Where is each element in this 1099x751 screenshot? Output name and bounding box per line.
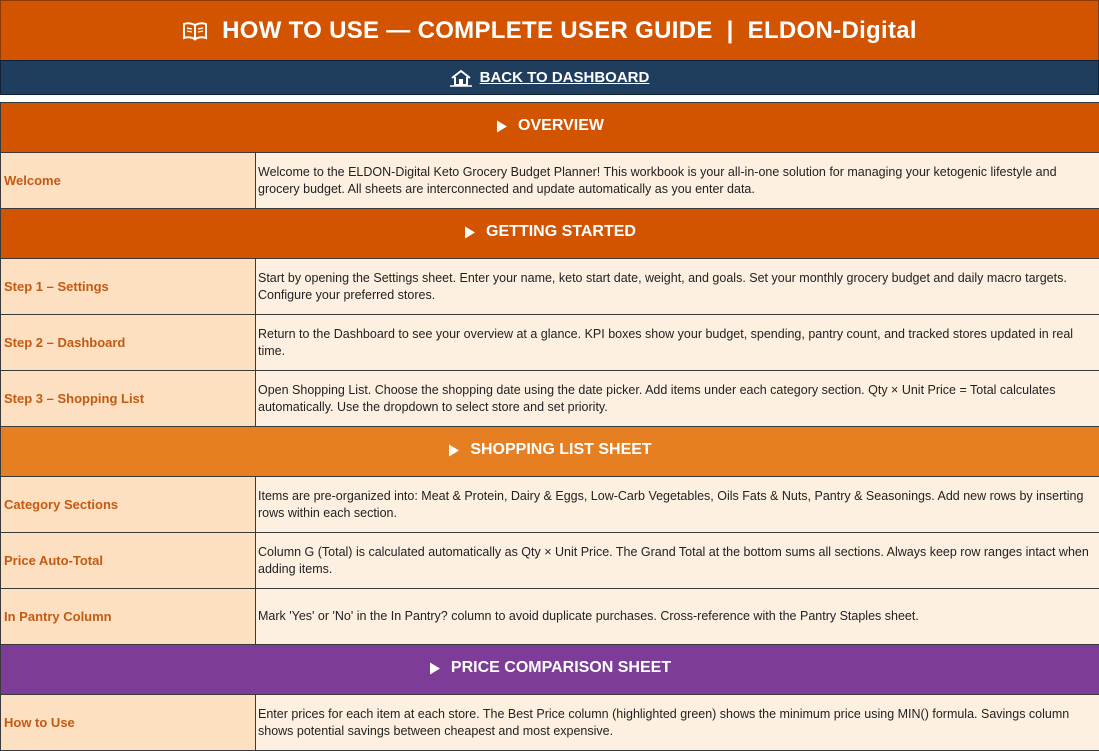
section-header-cell	[1, 645, 1099, 695]
guide-row	[1, 533, 1099, 589]
guide-row-description[interactable]: Open Shopping List. Choose the shopping date using the date picker. Add items under each category section. Qty × Unit Price = Total calculates automatically. Use the dropdown to select store and set priority.	[256, 371, 1099, 427]
guide-row-label[interactable]: Price Auto-Total	[1, 533, 256, 589]
guide-row-label[interactable]: In Pantry Column	[1, 589, 256, 645]
section-title: OVERVIEW	[518, 117, 604, 135]
section-title: GETTING STARTED	[486, 223, 636, 241]
guide-table	[0, 102, 1099, 751]
section-header	[1, 645, 1099, 695]
back-to-dashboard-link[interactable]	[450, 69, 650, 87]
title-separator: |	[727, 17, 734, 45]
guide-row-description[interactable]: Return to the Dashboard to see your overview at a glance. KPI boxes show your budget, spending, pantry count, and tracked stores updated in real time.	[256, 315, 1099, 371]
guide-row-label[interactable]: Step 3 – Shopping List	[1, 371, 256, 427]
guide-row-description[interactable]: Welcome to the ELDON-Digital Keto Grocery Budget Planner! This workbook is your all-in-one solution for managing your ketogenic lifestyle and grocery budget. All sheets are interconnected and update automatically as you enter data.	[256, 153, 1099, 209]
section-header	[1, 103, 1099, 153]
section-header-cell	[1, 427, 1099, 477]
guide-row	[1, 589, 1099, 645]
house-icon	[450, 69, 472, 87]
section-header	[1, 427, 1099, 477]
section-header	[1, 209, 1099, 259]
guide-row	[1, 153, 1099, 209]
guide-row-description[interactable]: Mark 'Yes' or 'No' in the In Pantry? column to avoid duplicate purchases. Cross-reference with the Pantry Staples sheet.	[256, 589, 1099, 645]
play-triangle-icon	[464, 226, 476, 239]
play-triangle-icon	[448, 444, 460, 457]
page-title-bar	[0, 0, 1099, 61]
guide-row-label[interactable]: Category Sections	[1, 477, 256, 533]
guide-row	[1, 371, 1099, 427]
back-link-label: BACK TO DASHBOARD	[480, 69, 650, 86]
guide-row-label[interactable]: Welcome	[1, 153, 256, 209]
guide-row-description[interactable]: Items are pre-organized into: Meat & Protein, Dairy & Eggs, Low-Carb Vegetables, Oils Fats & Nuts, Pantry & Seasonings. Add new rows by inserting rows within each section.	[256, 477, 1099, 533]
guide-row-description[interactable]: Start by opening the Settings sheet. Enter your name, keto start date, weight, and goals. Set your monthly grocery budget and daily macro targets. Configure your preferred stores.	[256, 259, 1099, 315]
section-header-cell	[1, 209, 1099, 259]
section-header-cell	[1, 103, 1099, 153]
page-title: HOW TO USE — COMPLETE USER GUIDE	[222, 17, 713, 45]
guide-row-label[interactable]: How to Use	[1, 695, 256, 751]
section-title: PRICE COMPARISON SHEET	[451, 659, 671, 677]
section-title: SHOPPING LIST SHEET	[470, 441, 651, 459]
play-triangle-icon	[496, 120, 508, 133]
guide-row	[1, 315, 1099, 371]
guide-row-label[interactable]: Step 2 – Dashboard	[1, 315, 256, 371]
guide-row	[1, 695, 1099, 751]
guide-row-description[interactable]: Enter prices for each item at each store. The Best Price column (highlighted green) shows the minimum price using MIN() formula. Savings column shows potential savings between cheapest and most expensive.	[256, 695, 1099, 751]
navigation-bar	[0, 60, 1099, 95]
guide-row-description[interactable]: Column G (Total) is calculated automatically as Qty × Unit Price. The Grand Total at the bottom sums all sections. Always keep row ranges intact when adding items.	[256, 533, 1099, 589]
book-icon	[182, 21, 208, 41]
guide-row-label[interactable]: Step 1 – Settings	[1, 259, 256, 315]
play-triangle-icon	[429, 662, 441, 675]
brand-name: ELDON-Digital	[748, 17, 917, 45]
guide-row	[1, 259, 1099, 315]
guide-row	[1, 477, 1099, 533]
